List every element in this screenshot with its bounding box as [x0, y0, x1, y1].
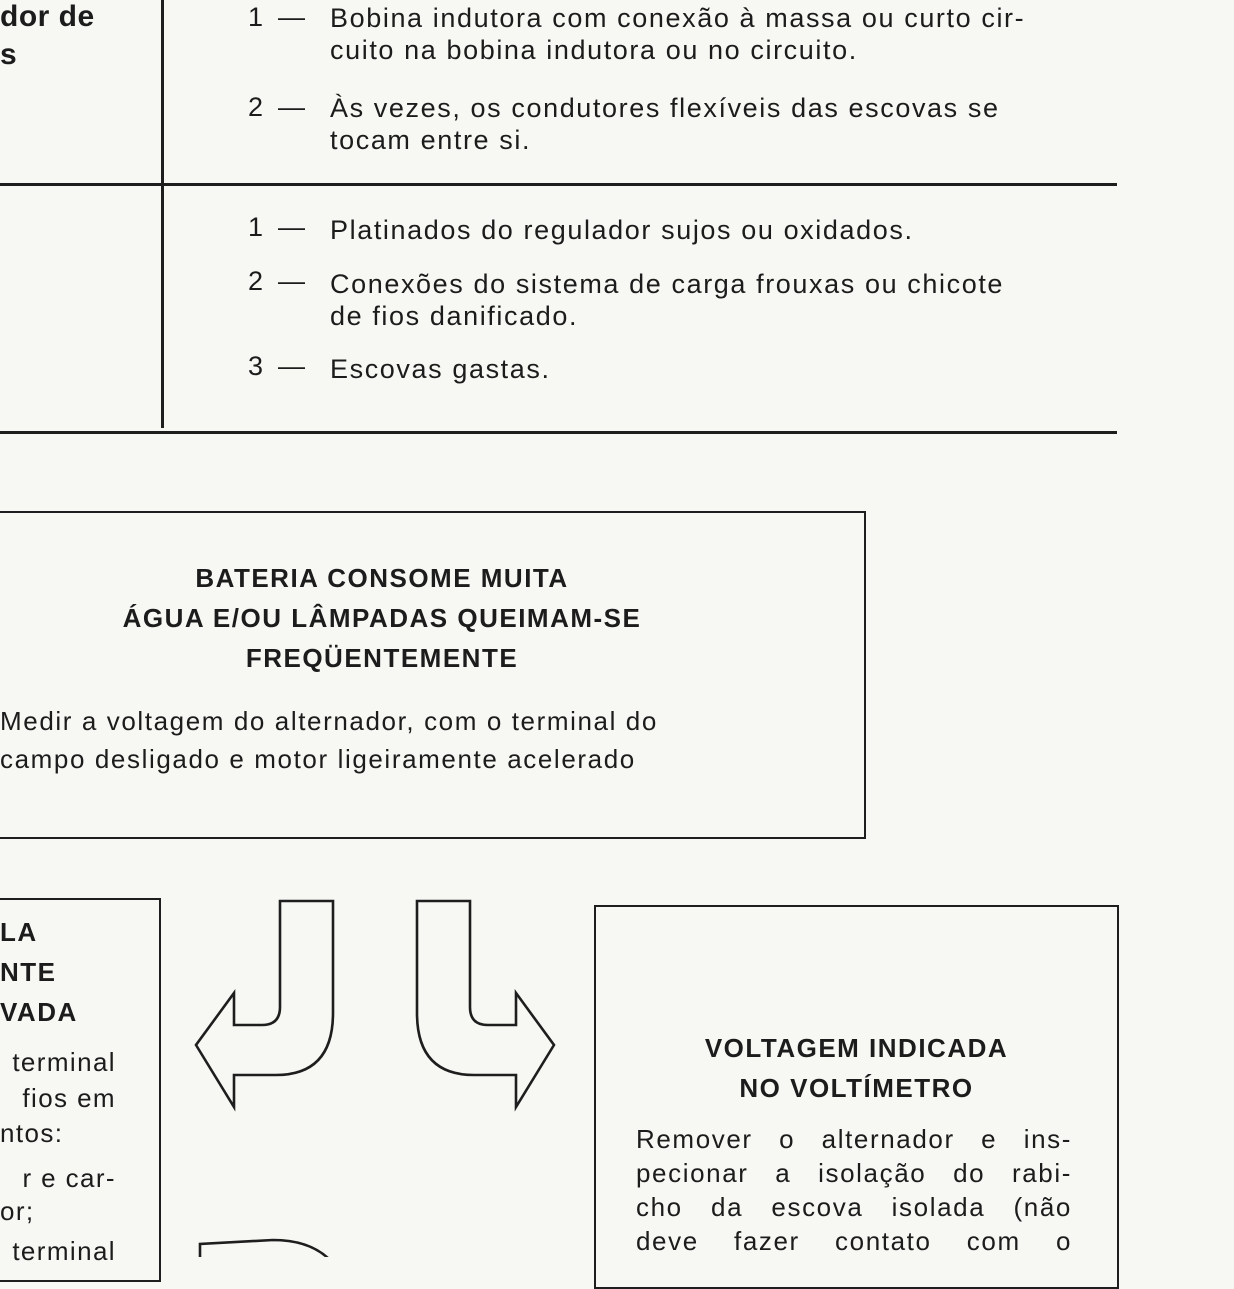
left-box-text-line: fios em: [22, 1083, 116, 1113]
instruction-line: campo desligado e motor ligeiramente acelerado: [0, 744, 636, 774]
cause-text: [330, 92, 1120, 156]
symptom-instruction: [0, 702, 850, 778]
cause-text-line: Às vezes, os condutores flexíveis das escovas se: [330, 93, 1000, 123]
cause-number: 1: [247, 2, 264, 32]
left-box-text-line: or;: [0, 1196, 35, 1226]
right-box-title-line: NO VOLTÍMETRO: [739, 1073, 974, 1103]
left-box-title-line: NTE: [0, 957, 57, 987]
cause-number: 1: [247, 212, 264, 242]
arrow-down-icon: [195, 1230, 345, 1257]
left-box-text-line: terminal: [12, 1047, 116, 1077]
problem-heading-line: dor de: [0, 0, 95, 33]
cause-text-line: cuito na bobina indutora ou no circuito.: [330, 35, 858, 65]
left-box-title-line: LA: [0, 917, 38, 947]
cause-text-line: tocam entre si.: [330, 125, 532, 155]
symptom-box: [0, 511, 866, 839]
symptom-title-line: FREQÜENTEMENTE: [245, 643, 519, 673]
right-box-title-line: VOLTAGEM INDICADA: [704, 1033, 1009, 1063]
symptom-title-line: ÁGUA E/OU LÂMPADAS QUEIMAM-SE: [122, 603, 642, 633]
instruction-line: Medir a voltagem do alternador, com o terminal do: [0, 706, 658, 736]
cause-number: 2: [247, 266, 264, 296]
problem-heading-line: s: [0, 38, 18, 71]
cause-text: [330, 268, 1120, 332]
instruction-line: pecionar a isolação do rabi-: [636, 1158, 1072, 1188]
left-box-text-line: terminal: [12, 1236, 116, 1266]
right-box-instruction: [636, 1122, 1072, 1258]
arrow-right-icon: [410, 895, 560, 1115]
cause-text: [330, 2, 1120, 66]
cause-number: 2: [247, 92, 264, 122]
instruction-line: Remover o alternador e ins-: [636, 1124, 1072, 1154]
table-bottom-border: [0, 431, 1117, 434]
cause-dash: —: [278, 92, 305, 122]
left-box-text-line: ntos:: [0, 1118, 64, 1148]
symptom-title-line: BATERIA CONSOME MUITA: [195, 563, 569, 593]
left-box-text-line: r e car-: [22, 1163, 116, 1193]
cause-text: [330, 214, 1120, 246]
cause-text-line: Conexões do sistema de carga frouxas ou chicote: [330, 269, 1005, 299]
cause-number: 3: [247, 351, 264, 381]
cause-text-line: Bobina indutora com conexão à massa ou curto cir-: [330, 3, 1026, 33]
cause-dash: —: [278, 266, 305, 296]
arrow-left-icon: [190, 895, 340, 1115]
cause-dash: —: [278, 212, 305, 242]
instruction-line: cho da escova isolada (não: [636, 1192, 1072, 1222]
table-column-divider: [161, 0, 164, 428]
instruction-line: deve fazer contato com o: [636, 1226, 1072, 1256]
cause-text-line: Platinados do regulador sujos ou oxidados.: [330, 215, 914, 245]
cause-text-line: de fios danificado.: [330, 301, 579, 331]
table-row-divider: [0, 183, 1117, 186]
cause-text-line: Escovas gastas.: [330, 354, 551, 384]
cause-dash: —: [278, 351, 305, 381]
left-box-title-line: VADA: [0, 997, 78, 1027]
cause-text: [330, 353, 1120, 385]
cause-dash: —: [278, 2, 305, 32]
